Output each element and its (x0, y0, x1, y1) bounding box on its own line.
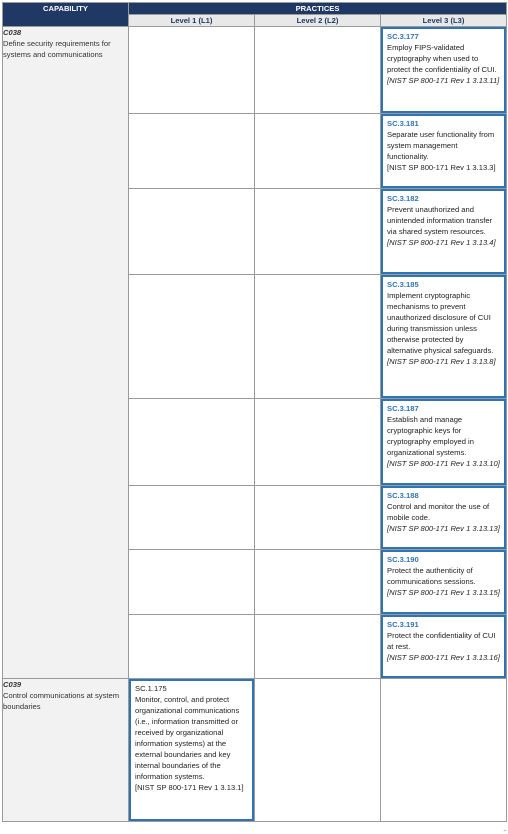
capability-cell-c038 (3, 27, 129, 679)
practice-reference: [NIST SP 800-171 Rev 1 3.13.1] (135, 783, 244, 792)
practice-box (381, 486, 506, 549)
practice-reference: [NIST SP 800-171 Rev 1 3.13.13] (387, 524, 500, 533)
level-3-cell (381, 679, 507, 822)
level-2-cell (255, 189, 381, 275)
level-1-cell (129, 615, 255, 679)
practice-text: Establish and manage cryptographic keys for cryptography employed in organizational systems. (387, 415, 474, 457)
practice-id: SC.3.185 (387, 280, 419, 289)
capability-description: Define security requirements for systems and communications (3, 39, 111, 59)
level-3-cell (381, 486, 507, 550)
practice-text: Protect the confidentiality of CUI at rest. (387, 631, 496, 651)
level-2-cell (255, 27, 381, 114)
practice-text: Prevent unauthorized and unintended information transfer via shared system resources. (387, 205, 493, 236)
level-2-cell (255, 615, 381, 679)
level-1-cell (129, 399, 255, 486)
practice-reference: [NIST SP 800-171 Rev 1 3.13.16] (387, 653, 500, 662)
practice-reference: [NIST SP 800-171 Rev 1 3.13.11] (387, 76, 500, 85)
practice-text: Control and monitor the use of mobile code. (387, 502, 490, 522)
practice-reference: [NIST SP 800-171 Rev 1 3.13.15] (387, 588, 500, 597)
level-2-cell (255, 399, 381, 486)
level-1-cell (129, 550, 255, 615)
capability-description: Control communications at system boundaries (3, 691, 120, 711)
level-3-cell (381, 615, 507, 679)
practice-box (381, 399, 506, 485)
level-2-cell (255, 486, 381, 550)
practice-id: SC.1.175 (135, 684, 167, 693)
practice-text: Employ FIPS-validated cryptography when used to protect the confidentiality of CUI. (387, 43, 497, 74)
level-3-cell (381, 399, 507, 486)
practice-text: Protect the authenticity of communications sessions. (387, 566, 476, 586)
practice-id: SC.3.182 (387, 194, 419, 203)
level-1-cell (129, 114, 255, 189)
level-1-cell (129, 679, 255, 822)
practice-reference: [NIST SP 800-171 Rev 1 3.13.8] (387, 357, 496, 366)
practice-id: SC.3.188 (387, 491, 419, 500)
page-corner-mark: ⌐ (503, 828, 507, 834)
practice-text: Monitor, control, and protect organizational communications (i.e., information transmitted or received by organizational information systems) at the external boundaries and key internal boundaries of the information systems. (135, 695, 240, 781)
practice-box (381, 114, 506, 188)
practice-box (381, 27, 506, 113)
capability-id: C039 (3, 680, 22, 689)
level-2-cell (255, 679, 381, 822)
practice-text: Separate user functionality from system management functionality. (387, 130, 495, 161)
practice-reference: [NIST SP 800-171 Rev 1 3.13.3] (387, 163, 496, 172)
level-3-cell (381, 189, 507, 275)
practice-text: Implement cryptographic mechanisms to prevent unauthorized disclosure of CUI during transmission unless otherwise protected by alternative physical safeguards. (387, 291, 494, 355)
practice-reference: [NIST SP 800-171 Rev 1 3.13.10] (387, 459, 500, 468)
level-2-cell (255, 550, 381, 615)
level-3-cell (381, 275, 507, 399)
practices-header: PRACTICES (129, 3, 507, 15)
capability-header: CAPABILITY (3, 3, 129, 27)
capability-cell-c039 (3, 679, 129, 822)
practice-id: SC.3.181 (387, 119, 419, 128)
practice-id: SC.3.190 (387, 555, 419, 564)
level-2-cell (255, 275, 381, 399)
practice-id: SC.3.191 (387, 620, 419, 629)
practice-box (381, 615, 506, 678)
practice-box (129, 679, 254, 821)
level-1-cell (129, 27, 255, 114)
level-3-cell (381, 114, 507, 189)
practice-box (381, 275, 506, 398)
level-3-header: Level 3 (L3) (381, 15, 507, 27)
practice-id: SC.3.177 (387, 32, 419, 41)
level-1-cell (129, 486, 255, 550)
practice-box (381, 189, 506, 274)
level-2-header: Level 2 (L2) (255, 15, 381, 27)
level-1-cell (129, 189, 255, 275)
practice-id: SC.3.187 (387, 404, 419, 413)
practice-reference: [NIST SP 800-171 Rev 1 3.13.4] (387, 238, 496, 247)
level-2-cell (255, 114, 381, 189)
capability-id: C038 (3, 28, 22, 37)
level-1-header: Level 1 (L1) (129, 15, 255, 27)
level-1-cell (129, 275, 255, 399)
practice-box (381, 550, 506, 614)
level-3-cell (381, 27, 507, 114)
level-3-cell (381, 550, 507, 615)
capability-practices-table (2, 2, 507, 822)
